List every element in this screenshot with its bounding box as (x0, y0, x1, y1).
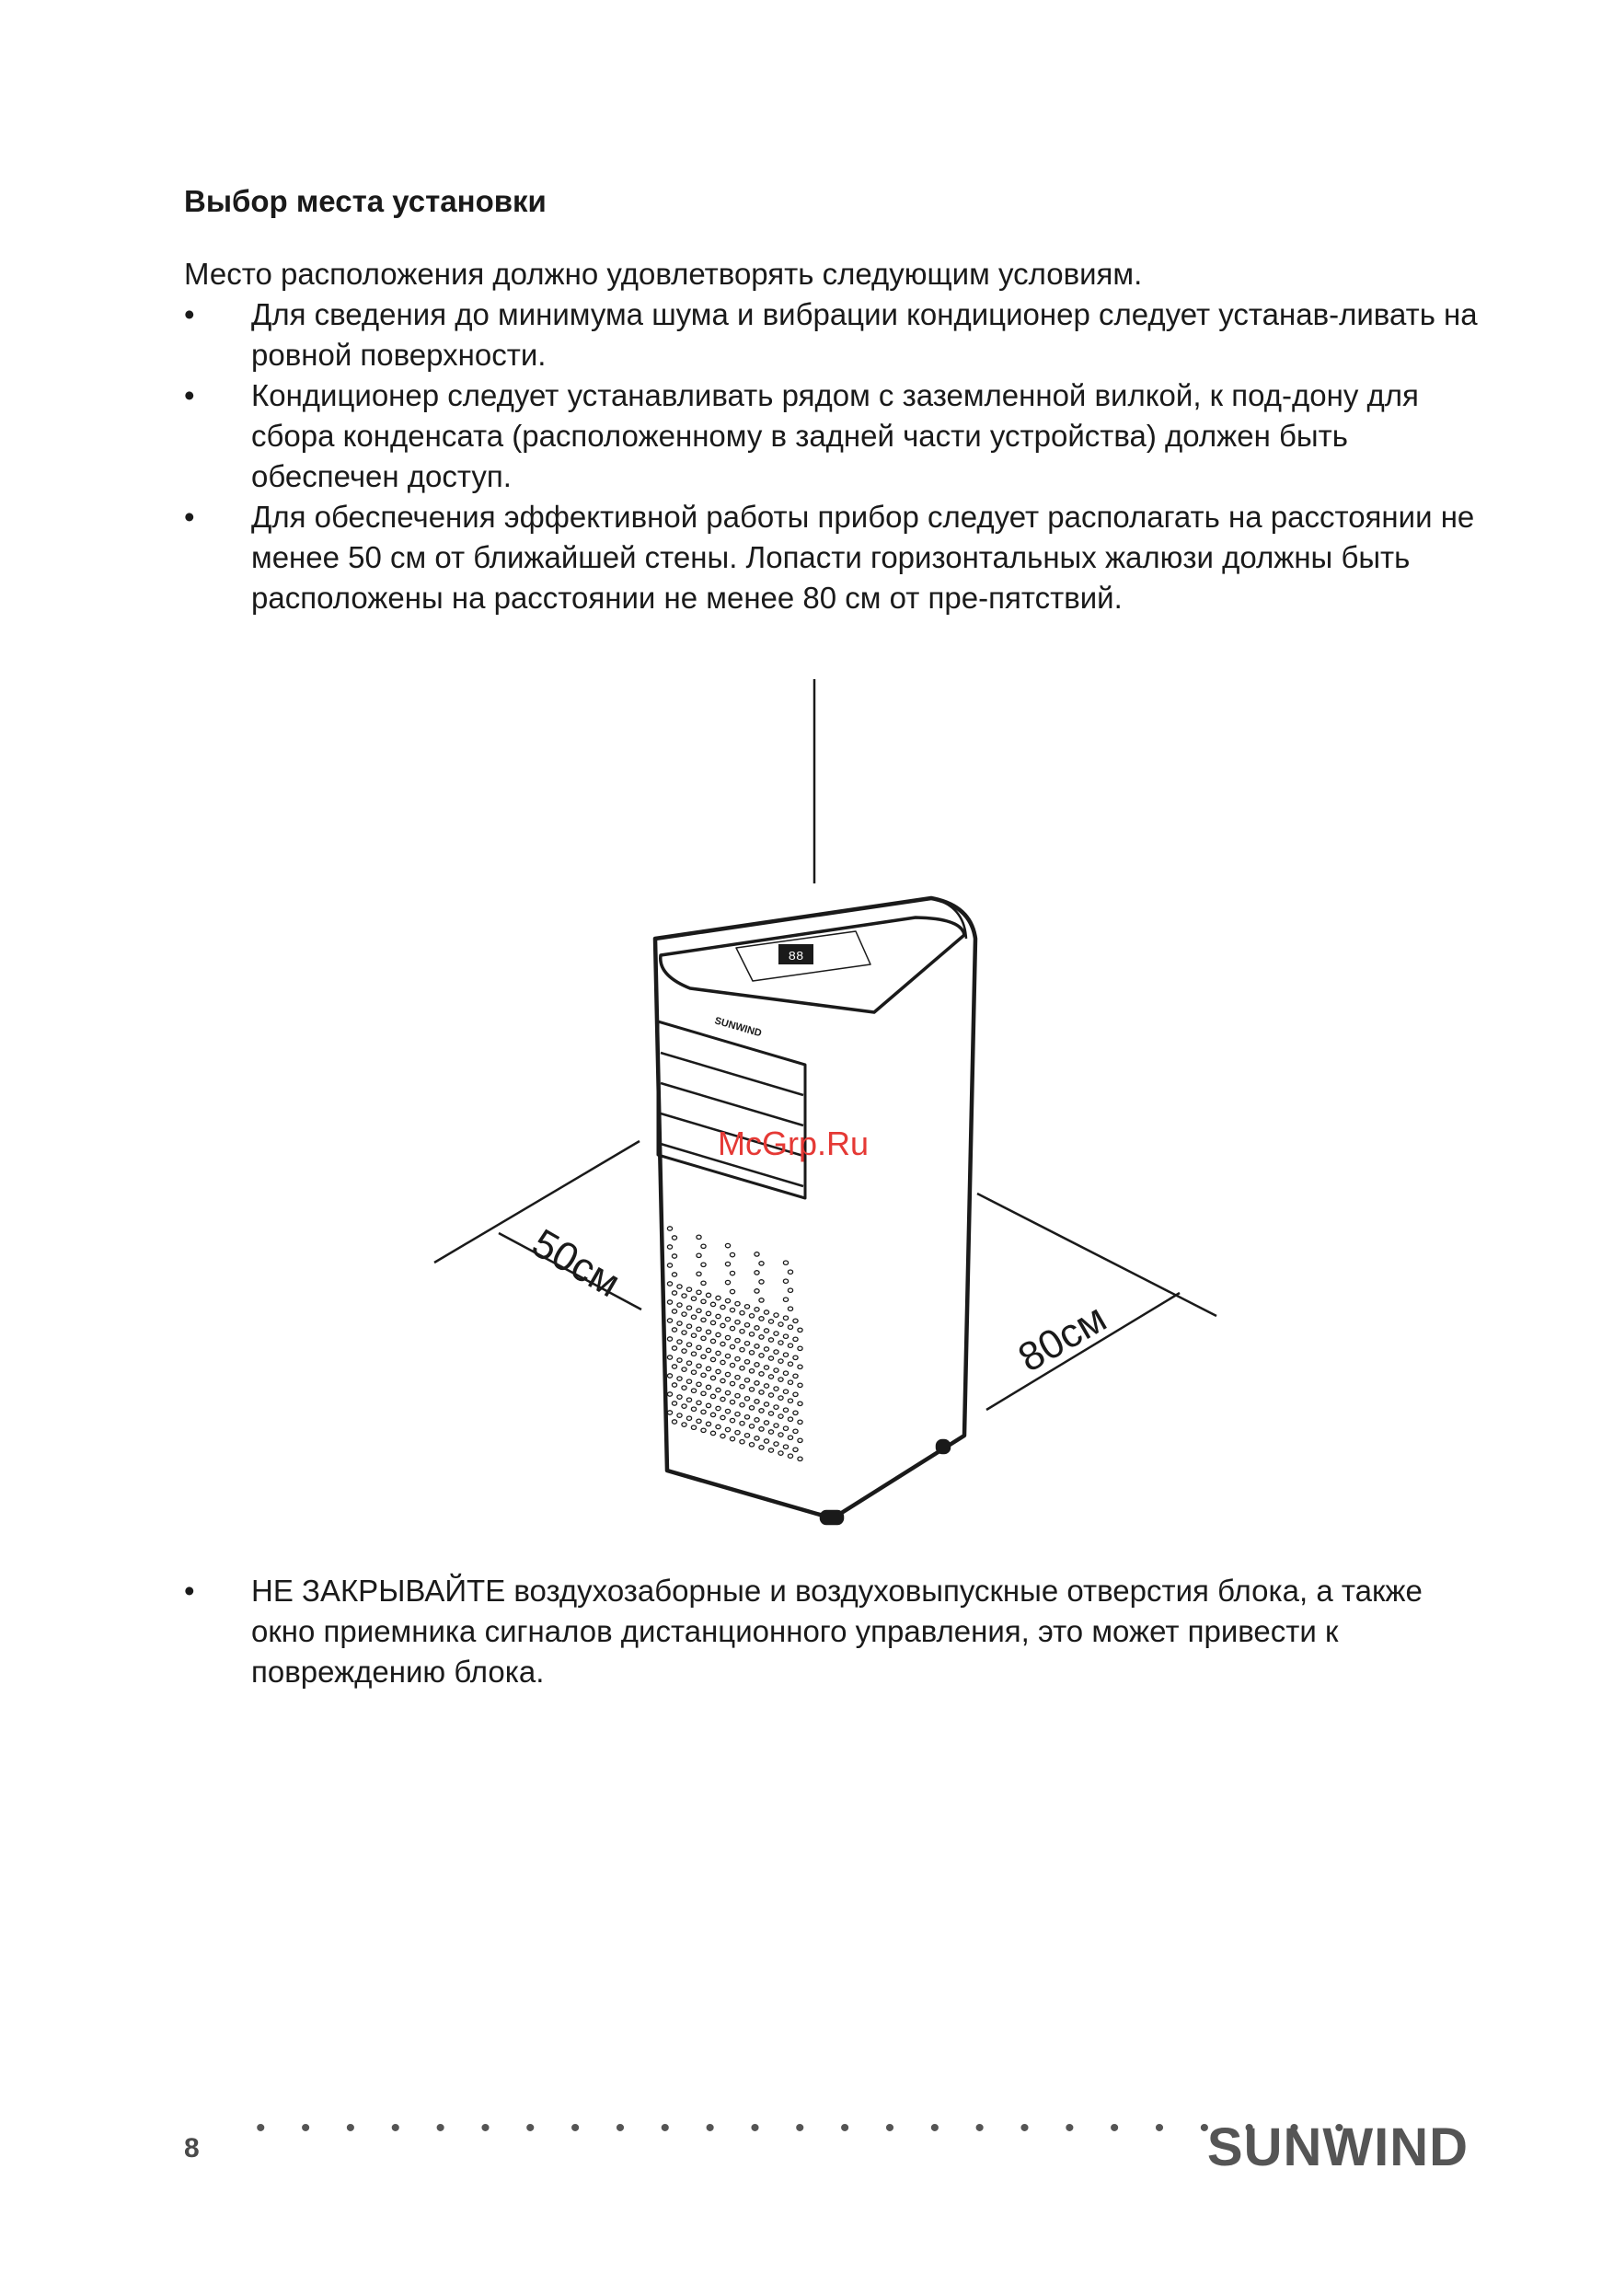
vent-hole (768, 1412, 773, 1415)
vent-hole (697, 1290, 701, 1294)
list-item (184, 294, 1491, 375)
list-item-text: Для обеспечения эффективной работы прибор следует располагать на расстоянии не менее 50 см от ближайшей стены. Лопасти горизонтальных жалюзи должны быть расположены на расстоянии не менее 80 см от пре-пятствий. (251, 500, 1475, 615)
vent-hole (710, 1339, 715, 1343)
vent-hole (783, 1316, 788, 1320)
vent-hole (686, 1324, 691, 1328)
vent-hole (701, 1281, 706, 1285)
vent-hole (677, 1413, 682, 1417)
vent-hole (774, 1350, 778, 1354)
brand-logo: SUNWIND (1206, 2117, 1469, 2177)
vent-hole (682, 1386, 686, 1390)
vent-hole (755, 1400, 759, 1403)
vent-hole (672, 1291, 676, 1295)
vent-hole (730, 1344, 734, 1348)
vent-hole (697, 1364, 701, 1367)
vent-hole (725, 1280, 730, 1284)
vent-hole (701, 1410, 706, 1413)
vent-hole (768, 1320, 773, 1323)
vent-hole (720, 1360, 725, 1364)
bullet-icon: • (184, 297, 195, 331)
vent-hole (730, 1252, 734, 1256)
vent-hole (720, 1415, 725, 1419)
vent-hole (759, 1298, 764, 1302)
vent-hole (740, 1330, 744, 1333)
vent-hole (755, 1418, 759, 1422)
vent-hole (798, 1328, 802, 1332)
vent-hole (764, 1384, 768, 1388)
vent-hole (778, 1341, 783, 1344)
vent-hole (735, 1376, 740, 1379)
vent-hole (672, 1254, 676, 1258)
vent-hole (798, 1438, 802, 1442)
vent-hole (697, 1309, 701, 1312)
vent-hole (768, 1448, 773, 1452)
vent-hole (798, 1365, 802, 1368)
vent-hole (701, 1244, 706, 1248)
vent-hole (710, 1357, 715, 1361)
list-item-text: НЕ ЗАКРЫВАЙТЕ воздухозаборные и воздуховыпускные отверстия блока, а также окно приемника сигналов дистанционного управления, это может привести к повреждению блока. (251, 1574, 1423, 1689)
vent-hole (697, 1401, 701, 1404)
vent-hole (682, 1294, 686, 1298)
vent-hole (697, 1382, 701, 1386)
vent-hole (740, 1367, 744, 1370)
vent-hole (788, 1380, 792, 1384)
vent-hole (764, 1310, 768, 1314)
unit-brand-label: SUNWIND (713, 1015, 764, 1040)
vent-hole (710, 1321, 715, 1324)
vent-hole (744, 1360, 749, 1364)
vent-hole (759, 1280, 764, 1284)
vent-hole (667, 1319, 672, 1322)
vent-hole (793, 1448, 798, 1451)
vent-hole (788, 1399, 792, 1402)
vent-hole (682, 1367, 686, 1371)
right-wheel (937, 1440, 950, 1453)
vent-hole (764, 1347, 768, 1351)
vent-hole (759, 1317, 764, 1321)
vent-hole (697, 1327, 701, 1331)
vent-hole (672, 1420, 676, 1424)
section-title: Выбор места установки (184, 184, 547, 218)
vent-hole (755, 1308, 759, 1311)
vent-hole (701, 1336, 706, 1340)
vent-hole (793, 1429, 798, 1433)
vent-hole (735, 1302, 740, 1306)
list-item (184, 497, 1491, 618)
vent-hole (798, 1457, 802, 1460)
vent-hole (677, 1377, 682, 1380)
vent-hole (735, 1413, 740, 1416)
vent-hole (710, 1413, 715, 1416)
front-wheel (821, 1511, 843, 1524)
vent-hole (744, 1323, 749, 1327)
vent-hole (783, 1298, 788, 1301)
vent-hole (744, 1415, 749, 1419)
vent-hole (788, 1325, 792, 1329)
vent-hole (706, 1422, 710, 1425)
vent-hole (701, 1318, 706, 1321)
vent-hole (793, 1374, 798, 1378)
vent-hole (701, 1263, 706, 1266)
vent-hole (764, 1329, 768, 1333)
vent-hole (744, 1434, 749, 1437)
vent-hole (774, 1313, 778, 1317)
vent-hole (725, 1372, 730, 1376)
vent-hole (686, 1287, 691, 1291)
vent-hole (720, 1379, 725, 1382)
vent-hole (749, 1333, 754, 1336)
vent-hole (774, 1424, 778, 1427)
vent-hole (764, 1366, 768, 1369)
vent-hole (774, 1442, 778, 1446)
vent-hole (783, 1426, 788, 1430)
vent-hole (706, 1330, 710, 1333)
vent-hole (764, 1439, 768, 1443)
vent-hole (749, 1443, 754, 1447)
right-floor-line (977, 1194, 1216, 1316)
vent-hole (682, 1404, 686, 1408)
list-item (184, 375, 1491, 497)
vent-hole (730, 1271, 734, 1275)
vent-hole (783, 1353, 788, 1356)
vent-hole (749, 1425, 754, 1428)
vent-hole (667, 1411, 672, 1414)
vent-hole (706, 1293, 710, 1297)
vent-hole (686, 1398, 691, 1402)
vent-hole (759, 1446, 764, 1449)
vent-hole (783, 1445, 788, 1448)
vent-hole (697, 1272, 701, 1275)
vent-hole (759, 1409, 764, 1413)
vent-hole (677, 1303, 682, 1307)
louver-frame (658, 1021, 805, 1198)
vent-hole (677, 1395, 682, 1399)
vent-hole (725, 1354, 730, 1357)
vent-hole (725, 1427, 730, 1431)
vent-hole (672, 1365, 676, 1368)
vent-hole (774, 1405, 778, 1409)
vent-hole (740, 1311, 744, 1315)
vent-hole (667, 1282, 672, 1286)
vent-hole (783, 1390, 788, 1393)
vent-hole (691, 1352, 696, 1356)
vent-hole (759, 1335, 764, 1339)
vent-hole (667, 1356, 672, 1359)
vent-hole (716, 1388, 720, 1391)
vent-hole (716, 1351, 720, 1355)
bullet-icon: • (184, 500, 195, 534)
vent-hole (706, 1385, 710, 1389)
vent-hole (720, 1305, 725, 1309)
vent-hole (768, 1430, 773, 1434)
vent-hole (667, 1300, 672, 1304)
vent-hole (735, 1357, 740, 1361)
bullet-icon: • (184, 378, 195, 412)
vent-hole (716, 1296, 720, 1299)
vent-hole (744, 1305, 749, 1309)
vent-hole (725, 1390, 730, 1394)
vent-hole (759, 1262, 764, 1265)
vent-hole (793, 1411, 798, 1414)
vent-hole (755, 1344, 759, 1348)
watermark-text: McGrp.Ru (718, 1125, 870, 1162)
vent-hole (691, 1297, 696, 1300)
vent-hole (749, 1406, 754, 1410)
vent-hole (755, 1326, 759, 1330)
vent-hole (725, 1409, 730, 1413)
vent-hole (730, 1289, 734, 1293)
vent-hole (759, 1354, 764, 1357)
vent-hole (720, 1323, 725, 1327)
vent-hole (783, 1334, 788, 1338)
vent-hole (730, 1326, 734, 1330)
vent-hole (778, 1414, 783, 1418)
vent-hole (730, 1308, 734, 1311)
page-number: 8 (184, 2133, 200, 2163)
footer-dot-leader: • • • • • • • • • • • • • • • • • • • • • • • • • (256, 2113, 1358, 2143)
list-item-text: Кондиционер следует устанавливать рядом с заземленной вилкой, к под-дону для сбора конденсата (расположенному в задней части устройства) должен быть обеспечен доступ. (251, 378, 1419, 493)
vent-hole (788, 1270, 792, 1274)
installation-diagram (0, 663, 1602, 1546)
vent-hole (788, 1417, 792, 1421)
vent-hole (778, 1396, 783, 1400)
intro-text: Место расположения должно удовлетворять следующим условиям. (184, 257, 1143, 291)
vent-hole (783, 1261, 788, 1264)
vent-hole (730, 1418, 734, 1422)
vent-hole (759, 1372, 764, 1376)
vent-hole (778, 1433, 783, 1436)
vent-hole (749, 1314, 754, 1318)
vent-hole (778, 1359, 783, 1363)
vent-hole (672, 1383, 676, 1387)
vent-hole (701, 1355, 706, 1358)
vent-hole (740, 1403, 744, 1407)
vent-hole (691, 1389, 696, 1392)
vent-hole (716, 1333, 720, 1336)
vent-hole (710, 1376, 715, 1379)
vent-hole (788, 1307, 792, 1310)
vent-hole (744, 1397, 749, 1401)
vent-hole (716, 1369, 720, 1373)
vent-hole (730, 1363, 734, 1367)
vent-hole (701, 1391, 706, 1395)
vent-hole (716, 1314, 720, 1318)
vent-hole (749, 1369, 754, 1373)
vent-hole (755, 1252, 759, 1256)
vent-hole (793, 1356, 798, 1359)
requirements-list (184, 294, 1491, 618)
vent-hole (774, 1368, 778, 1372)
vent-hole (788, 1362, 792, 1366)
vent-hole (740, 1422, 744, 1425)
vent-hole (720, 1397, 725, 1401)
vent-hole (798, 1402, 802, 1405)
vent-hole (764, 1421, 768, 1425)
vent-hole (768, 1338, 773, 1342)
vent-hole (774, 1387, 778, 1390)
vent-hole (725, 1335, 730, 1339)
vent-hole (725, 1262, 730, 1265)
vent-hole (701, 1373, 706, 1377)
vent-hole (691, 1333, 696, 1337)
vent-hole (697, 1235, 701, 1239)
vent-hole (798, 1346, 802, 1350)
vent-hole (735, 1394, 740, 1398)
vent-hole (667, 1337, 672, 1341)
vent-hole (759, 1427, 764, 1431)
vent-hole (755, 1436, 759, 1440)
vent-hole (672, 1402, 676, 1405)
vent-hole (720, 1342, 725, 1345)
left-distance-label: 50см (524, 1220, 628, 1307)
vent-hole (793, 1337, 798, 1341)
vent-hole (677, 1285, 682, 1288)
vent-hole (755, 1289, 759, 1293)
vent-hole (686, 1379, 691, 1383)
vent-hole (735, 1431, 740, 1435)
vent-hole (701, 1428, 706, 1432)
vent-hole (667, 1392, 672, 1396)
vent-hole (706, 1311, 710, 1315)
vent-hole (778, 1322, 783, 1326)
vent-hole (682, 1423, 686, 1426)
vent-hole (774, 1332, 778, 1335)
vent-hole (691, 1315, 696, 1319)
vent-hole (768, 1393, 773, 1397)
display-digits: 88 (788, 950, 804, 964)
vent-hole (793, 1319, 798, 1322)
vent-hole (677, 1321, 682, 1325)
vent-hole (788, 1288, 792, 1292)
vent-hole (706, 1367, 710, 1370)
vent-hole (778, 1378, 783, 1381)
vent-hole (764, 1402, 768, 1406)
right-distance-label: 80см (1010, 1295, 1114, 1381)
vent-hole (686, 1416, 691, 1420)
vent-hole (667, 1374, 672, 1378)
vent-hole (667, 1227, 672, 1230)
vent-hole (691, 1370, 696, 1374)
vent-hole (677, 1340, 682, 1344)
vent-hole (710, 1431, 715, 1435)
vent-hole (740, 1385, 744, 1389)
vent-hole (682, 1331, 686, 1334)
vent-hole (682, 1312, 686, 1316)
vent-hole (686, 1343, 691, 1346)
air-intake-grille (667, 1227, 802, 1461)
vent-hole (740, 1348, 744, 1352)
vent-hole (778, 1451, 783, 1455)
list-item (184, 1571, 1491, 1692)
vent-hole (686, 1306, 691, 1310)
vent-hole (744, 1379, 749, 1382)
vent-hole (725, 1317, 730, 1321)
warning-list (184, 1571, 1491, 1692)
vent-hole (793, 1392, 798, 1396)
vent-hole (682, 1349, 686, 1353)
vent-hole (716, 1425, 720, 1428)
vent-hole (672, 1273, 676, 1276)
vent-hole (788, 1344, 792, 1347)
vent-hole (672, 1346, 676, 1350)
vent-hole (697, 1253, 701, 1257)
vent-hole (744, 1342, 749, 1345)
vent-hole (755, 1363, 759, 1367)
list-item-text: Для сведения до минимума шума и вибрации кондиционер следует устанав-ливать на ровной поверхности. (251, 297, 1478, 372)
vent-hole (667, 1245, 672, 1249)
vent-hole (798, 1383, 802, 1387)
vent-hole (686, 1361, 691, 1365)
vent-hole (749, 1351, 754, 1355)
vent-hole (730, 1400, 734, 1403)
vent-hole (725, 1243, 730, 1247)
vent-hole (667, 1263, 672, 1267)
vent-hole (783, 1279, 788, 1283)
vent-hole (725, 1298, 730, 1302)
vent-hole (768, 1375, 773, 1379)
vent-hole (691, 1425, 696, 1429)
vent-hole (788, 1436, 792, 1439)
vent-hole (720, 1434, 725, 1437)
vent-hole (706, 1403, 710, 1407)
vent-hole (697, 1419, 701, 1423)
vent-hole (735, 1339, 740, 1343)
vent-hole (672, 1236, 676, 1240)
vent-hole (788, 1454, 792, 1458)
vent-hole (706, 1348, 710, 1352)
vent-hole (672, 1310, 676, 1313)
vent-hole (710, 1394, 715, 1398)
vent-hole (755, 1381, 759, 1385)
vent-hole (783, 1408, 788, 1412)
vent-hole (783, 1371, 788, 1375)
vent-hole (735, 1321, 740, 1324)
vent-hole (672, 1328, 676, 1332)
vent-hole (798, 1420, 802, 1424)
vent-hole (677, 1358, 682, 1362)
vent-hole (730, 1436, 734, 1440)
vent-hole (701, 1299, 706, 1303)
vent-hole (730, 1381, 734, 1385)
vent-hole (749, 1388, 754, 1391)
vent-hole (768, 1356, 773, 1360)
vent-hole (716, 1406, 720, 1410)
bullet-icon: • (184, 1574, 195, 1608)
vent-hole (759, 1390, 764, 1394)
vent-hole (710, 1302, 715, 1306)
vent-hole (740, 1440, 744, 1444)
vent-hole (691, 1407, 696, 1411)
vent-hole (697, 1345, 701, 1349)
vent-hole (755, 1271, 759, 1275)
